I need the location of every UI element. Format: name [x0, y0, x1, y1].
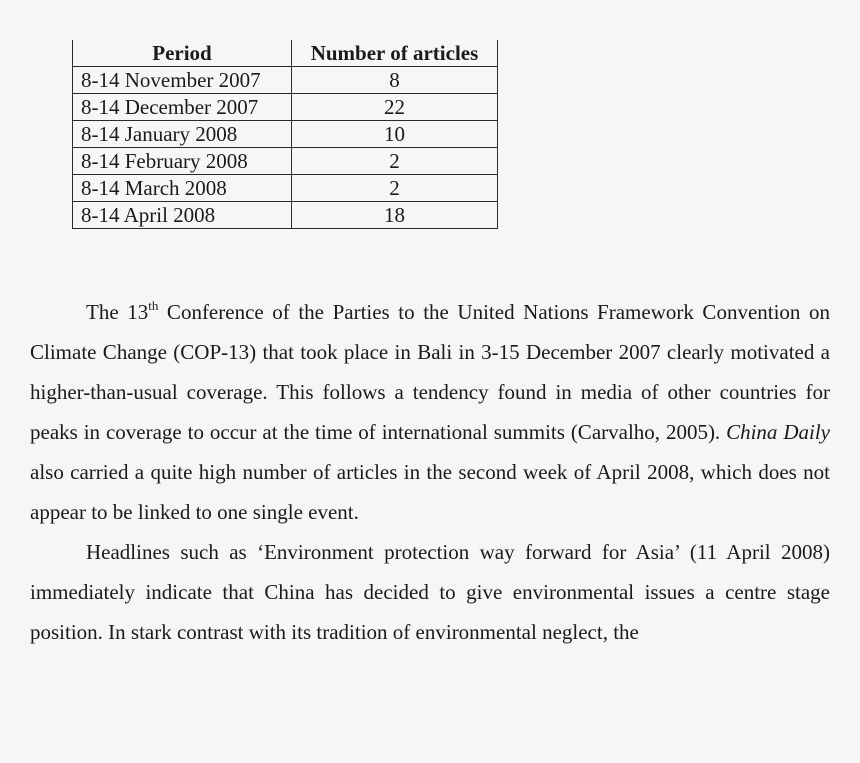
- p1-superscript: th: [148, 298, 159, 313]
- count-cell: 22: [292, 94, 498, 121]
- count-cell: 10: [292, 121, 498, 148]
- p1-text-b: Conference of the Parties to the United Nations Framework Convention on Climate Change (COP-13) that took place in Bali in 3-15 December 2007 clearly motivated a higher-than-usual coverage. This follows a tendency found in media of other countries for peaks in coverage to occur at the time of international summits (Carvalho, 2005).: [30, 300, 831, 444]
- p1-text-a: The 13: [86, 300, 149, 324]
- p1-newspaper-name: China Daily: [726, 420, 830, 444]
- paragraph-cop13: [30, 292, 830, 532]
- count-cell: 8: [292, 67, 498, 94]
- header-number-of-articles: Number of articles: [292, 40, 498, 67]
- period-cell: 8-14 January 2008: [73, 121, 292, 148]
- period-cell: 8-14 April 2008: [73, 202, 292, 229]
- table-row: [73, 94, 498, 121]
- period-cell: 8-14 March 2008: [73, 175, 292, 202]
- period-cell: 8-14 November 2007: [73, 67, 292, 94]
- period-cell: 8-14 December 2007: [73, 94, 292, 121]
- table-row: [73, 121, 498, 148]
- count-cell: 2: [292, 175, 498, 202]
- articles-table: [72, 40, 498, 229]
- paragraph-headlines: Headlines such as ‘Environment protection way forward for Asia’ (11 April 2008) immediately indicate that China has decided to give environmental issues a centre stage position. In stark contrast with its tradition of environmental neglect, the: [30, 540, 830, 644]
- count-cell: 2: [292, 148, 498, 175]
- table-row: [73, 148, 498, 175]
- table-row: [73, 202, 498, 229]
- period-cell: 8-14 February 2008: [73, 148, 292, 175]
- table-header-row: [73, 40, 498, 67]
- count-cell: 18: [292, 202, 498, 229]
- table-row: [73, 175, 498, 202]
- table-row: [73, 67, 498, 94]
- header-period: Period: [73, 40, 292, 67]
- body-text: [30, 292, 830, 652]
- p1-text-c: also carried a quite high number of articles in the second week of April 2008, which does not appear to be linked to one single event.: [30, 460, 830, 524]
